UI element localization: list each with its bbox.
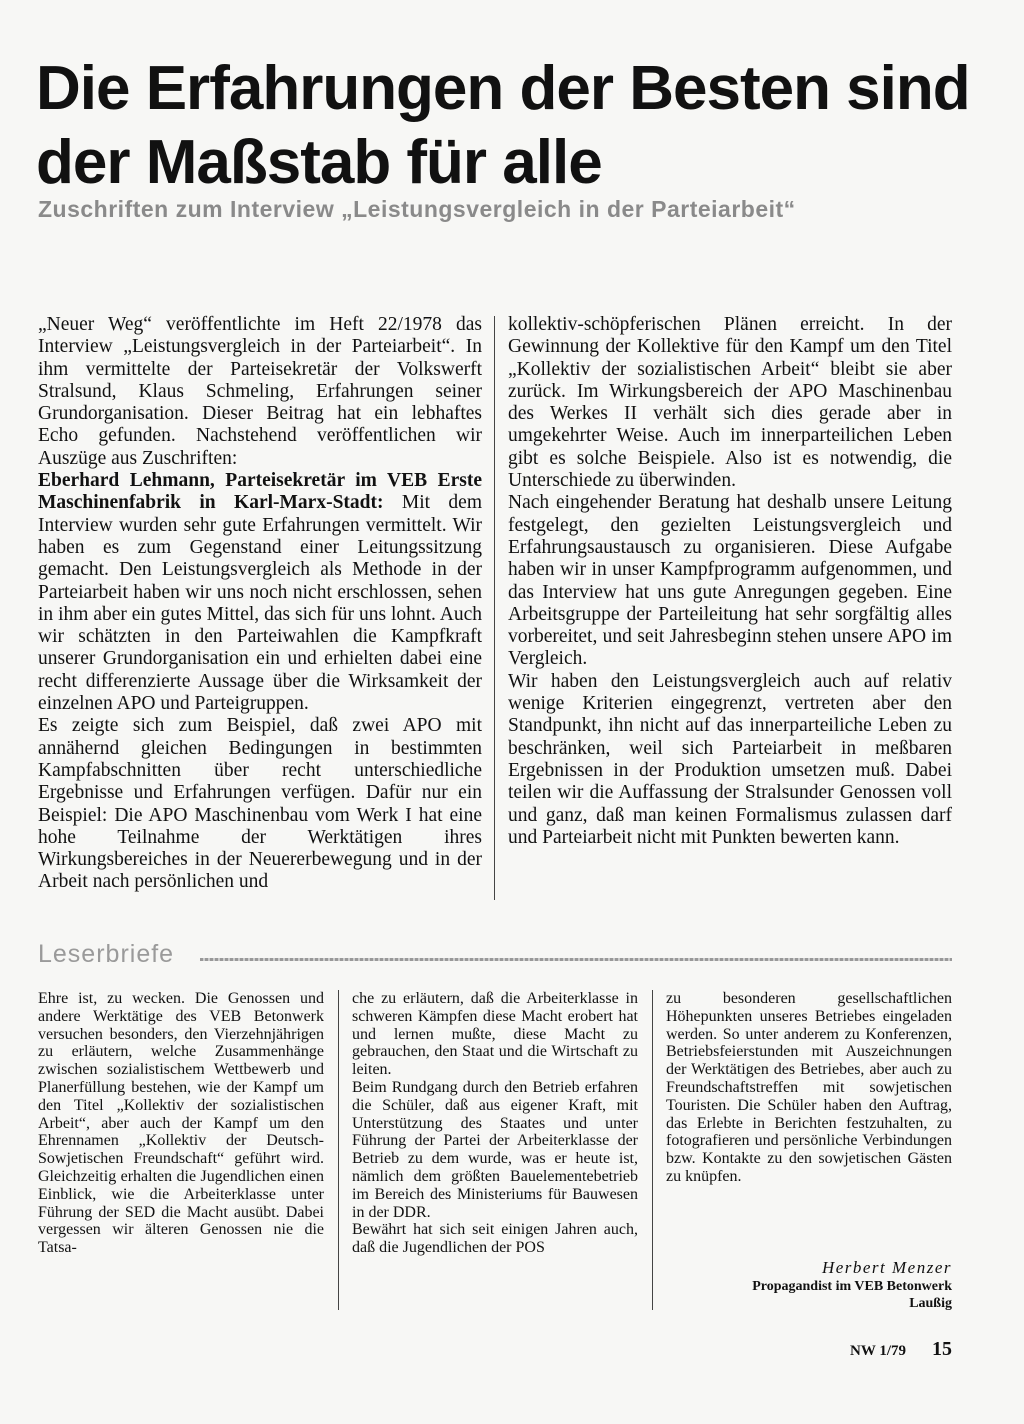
article-column-left xyxy=(38,314,482,894)
headline: Die Erfahrungen der Besten sind der Maßstab für alle xyxy=(36,54,970,197)
letter-paragraph: zu besonderen gesellschaftlichen Höhepunkten unseres Betriebes eingeladen werden. So unter anderem zu Konferenzen, Betriebsfeierstunden mit Auszeichnungen der Werktätigen des Betriebes, aber auch zu Freundschaftstreffen mit sowjetischen Touristen. Die Schüler haben den Auftrag, das Erlebte in Berichten festzuhalten, zu fotografieren und persönliche Verbindungen bzw. Kontakte zu den sowjetischen Gästen zu knüpfen. xyxy=(666,990,952,1185)
subheadline: Zuschriften zum Interview „Leistungsvergleich in der Parteiarbeit“ xyxy=(38,196,796,222)
letter-paragraph: Ehre ist, zu wecken. Die Genossen und andere Werktätige des VEB Betonwerk versuchen besonders, den Vierzehnjährigen zu erläutern, welche Zusammenhänge zwischen sozialistischem Wettbewerb und Planerfüllung bestehen, wie der Kampf um den Titel „Kollektiv der sozialistischen Arbeit“, aber auch der Kampf um den Ehrennamen „Kollektiv der Deutsch-Sowjetischen Freundschaft“ geführt wird. Gleichzeitig erhalten die Jugendlichen einen Einblick, wie die Arbeiterklasse unter Führung der SED die Macht ausübt. Dabei vergessen wir älteren Genossen nie die Tatsa- xyxy=(38,990,324,1257)
letter-column-2 xyxy=(352,990,638,1257)
section-label: Leserbriefe xyxy=(38,940,175,968)
letter-column-1 xyxy=(38,990,324,1257)
signature-name: Herbert Menzer xyxy=(821,1258,952,1277)
article-paragraph: Es zeigte sich zum Beispiel, daß zwei APO mit annähernd gleichen Bedingungen in bestimmten Kampfabschnitten über recht unterschiedliche Ergebnisse und Erfahrungen verfügen. Dafür nur ein Beispiel: Die APO Maschinenbau vom Werk I hat eine hohe Teilnahme der Werktätigen ihres Wirkungsbereiches in der Neuererbewegung und in der Arbeit nach persönlichen und xyxy=(38,715,482,893)
signature-block xyxy=(552,1258,952,1312)
letter-text: Mit dem Interview wurden sehr gute Erfahrungen vermittelt. Wir haben es zum Gegenstand einer Leitungssitzung gemacht. Den Leistungsvergleich als Methode in der Parteiarbeit haben wir uns noch nicht erschlossen, sehen in ihm aber ein gutes Mittel, das sich für uns lohnt. Auch wir schätzten in den Parteiwahlen die Kampfkraft unserer Grundorganisation ein und erhielten dabei eine recht differenzierte Aussage über die Wirksamkeit der einzelnen APO und Parteigruppen. xyxy=(38,492,483,715)
issue-number: NW 1/79 xyxy=(850,1343,906,1359)
article-letter-paragraph xyxy=(38,470,482,715)
article-column-right xyxy=(508,314,952,849)
letter-author: Eberhard Lehmann, Parteisekretär im VEB Erste Maschinenfabrik in Karl-Marx-Stadt: xyxy=(38,470,482,514)
section-divider xyxy=(200,958,952,961)
page-number: 15 xyxy=(932,1338,952,1360)
letter-column-3 xyxy=(666,990,952,1186)
column-divider xyxy=(338,990,339,1310)
letter-paragraph: Bewährt hat sich seit einigen Jahren auch, daß die Jugendlichen der POS xyxy=(352,1221,638,1257)
signature-role: Propagandist im VEB Betonwerk xyxy=(752,1279,952,1294)
page-footer xyxy=(652,1338,952,1361)
letter-paragraph: che zu erläutern, daß die Arbeiterklasse in schweren Kämpfen diese Macht erobert hat und lernen mußte, diese Macht zu gebrauchen, den Staat und die Wirtschaft zu leiten. xyxy=(352,990,638,1079)
article-paragraph: Nach eingehender Beratung hat deshalb unsere Leitung festgelegt, den gezielten Leistungsvergleich und Erfahrungsaustausch zu organisieren. Diese Aufgabe haben wir in unser Kampfprogramm aufgenommen, und das Interview hat uns gute Anregungen gegeben. Eine Arbeitsgruppe der Parteileitung hat sehr sorgfältig alles vorbereitet, und seit Jahresbeginn stehen unsere APO im Vergleich. xyxy=(508,492,952,670)
article-intro: „Neuer Weg“ veröffentlichte im Heft 22/1978 das Interview „Leistungsvergleich in der Parteiarbeit“. In ihm vermittelte der Parteisekretär der Volkswerft Stralsund, Klaus Schmeling, Erfahrungen seiner Grundorganisation. Dieser Beitrag hat ein lebhaftes Echo gefunden. Nachstehend veröffentlichen wir Auszüge aus Zuschriften: xyxy=(38,314,482,469)
article-paragraph: kollektiv-schöpferischen Plänen erreicht. In der Gewinnung der Kollektive für den Kampf um den Titel „Kollektiv der sozialistischen Arbeit“ bleibt sie aber zurück. Im Wirkungsbereich der APO Maschinenbau des Werkes II verhält sich dies gerade aber in umgekehrter Weise. Auch im innerparteilichen Leben gibt es solche Beispiele. Also ist es notwendig, die Unterschiede zu überwinden. xyxy=(508,314,952,492)
signature-location: Laußig xyxy=(909,1296,952,1311)
article-paragraph: Wir haben den Leistungsvergleich auch auf relativ wenige Kriterien eingegrenzt, vertreten aber den Standpunkt, ihn nicht auf das innerparteiliche Leben zu beschränken, weil sich Parteiarbeit in meßbaren Ergebnissen in der Produktion umsetzen muß. Dabei teilen wir die Auffassung der Stralsunder Genossen voll und ganz, daß man keinen Formalismus zulassen darf und Parteiarbeit nicht mit Punkten bewerten kann. xyxy=(508,670,952,848)
column-divider xyxy=(494,316,495,900)
letter-paragraph: Beim Rundgang durch den Betrieb erfahren die Schüler, daß aus eigener Kraft, mit Unterstützung des Staates und unter Führung der Partei der Arbeiterklasse der Betrieb zu dem wurde, was er heute ist, nämlich dem größten Bauelementebetrieb im Bereich des Ministeriums für Bauwesen in der DDR. xyxy=(352,1078,638,1221)
